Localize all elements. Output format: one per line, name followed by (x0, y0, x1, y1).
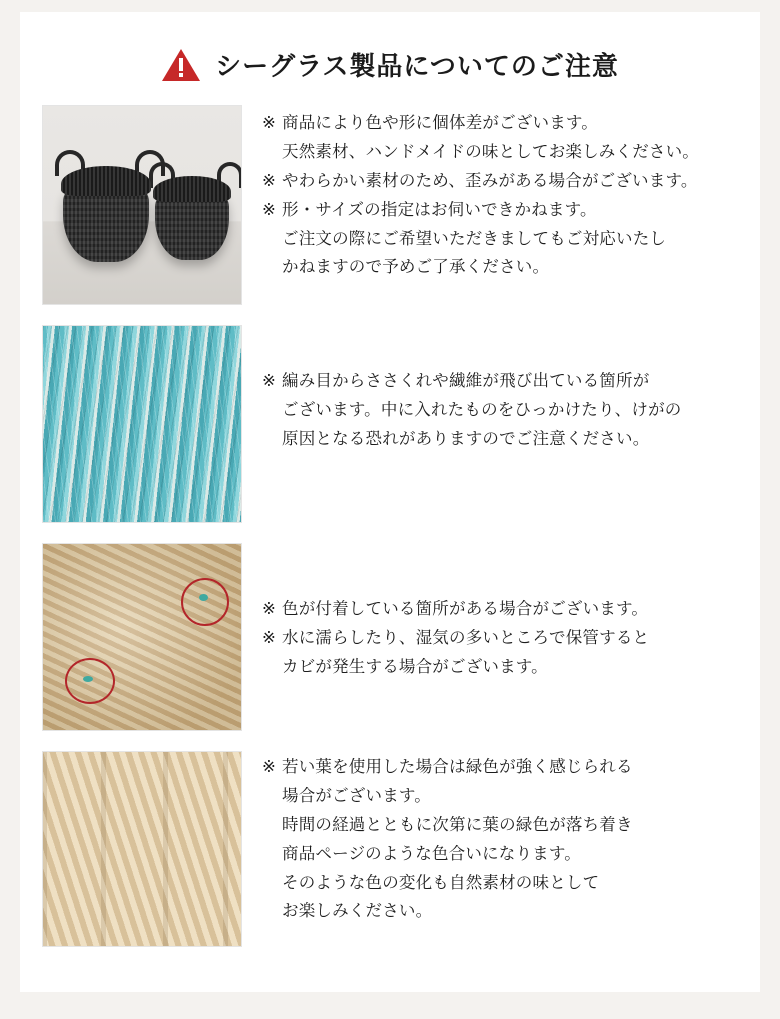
note-subtext: カビが発生する場合がございます。 (282, 657, 548, 676)
note-text: 若い葉を使用した場合は緑色が強く感じられる (282, 758, 633, 776)
note-text: 商品により色や形に個体差がございます。 (282, 114, 598, 132)
note-item (262, 196, 746, 225)
note-text: 編み目からささくれや繊維が飛び出ている箇所が (282, 372, 650, 390)
note-subtext: 原因となる恐れがありますのでご注意ください。 (282, 429, 650, 448)
note-mark: ※ (262, 758, 277, 776)
note-item (262, 167, 746, 196)
note-text: 形・サイズの指定はお伺いできかねます。 (282, 200, 597, 219)
note-subtext: 場合がございます。 (282, 786, 431, 805)
highlight-circle-icon (181, 578, 229, 626)
note-item (262, 624, 746, 653)
warning-triangle-icon (161, 47, 201, 83)
note-subtext: 天然素材、ハンドメイドの味としてお楽しみください。 (282, 142, 700, 161)
note-subtext: ございます。中に入れたものをひっかけたり、けがの (282, 400, 682, 419)
product-photo-weave-stain (42, 543, 242, 731)
notice-card (20, 12, 760, 992)
note-item (262, 367, 746, 396)
note-item (262, 753, 746, 782)
notice-text-block (242, 751, 760, 926)
note-text: やわらかい素材のため、歪みがある場合がございます。 (282, 171, 698, 190)
note-item (262, 595, 746, 624)
note-subtext: 時間の経過とともに次第に葉の緑色が落ち着き (282, 815, 633, 834)
note-subtext: そのような色の変化も自然素材の味として (282, 873, 600, 892)
notice-text-block (242, 543, 760, 682)
note-subtext: お楽しみください。 (282, 902, 433, 921)
note-subtext: ご注文の際にご希望いただきましてもご対応いたし (282, 229, 667, 248)
stain-spot (83, 676, 93, 682)
note-text: 水に濡らしたり、湿気の多いところで保管すると (282, 628, 650, 647)
notice-text-block (242, 325, 760, 454)
notice-text-block (242, 105, 760, 282)
note-mark: ※ (262, 628, 277, 647)
note-item (262, 109, 746, 138)
note-mark: ※ (262, 114, 277, 132)
notice-rows (20, 93, 760, 947)
note-mark: ※ (262, 600, 277, 618)
page-title: シーグラス製品についてのご注意 (215, 51, 619, 81)
note-subtext: 商品ページのような色合いになります。 (282, 844, 581, 863)
note-text: 色が付着している箇所がある場合がございます。 (282, 600, 649, 618)
product-photo-natural-weave (42, 751, 242, 947)
product-photo-fibers (42, 325, 242, 523)
notice-section (20, 751, 760, 947)
note-mark: ※ (262, 200, 277, 219)
product-photo-baskets (42, 105, 242, 305)
notice-section (20, 105, 760, 305)
notice-section (20, 543, 760, 731)
note-subtext: かねますので予めご了承ください。 (282, 258, 550, 277)
note-mark: ※ (262, 372, 277, 390)
note-mark: ※ (262, 171, 277, 190)
notice-section (20, 325, 760, 523)
notice-header (20, 12, 760, 93)
stain-spot (199, 594, 208, 601)
